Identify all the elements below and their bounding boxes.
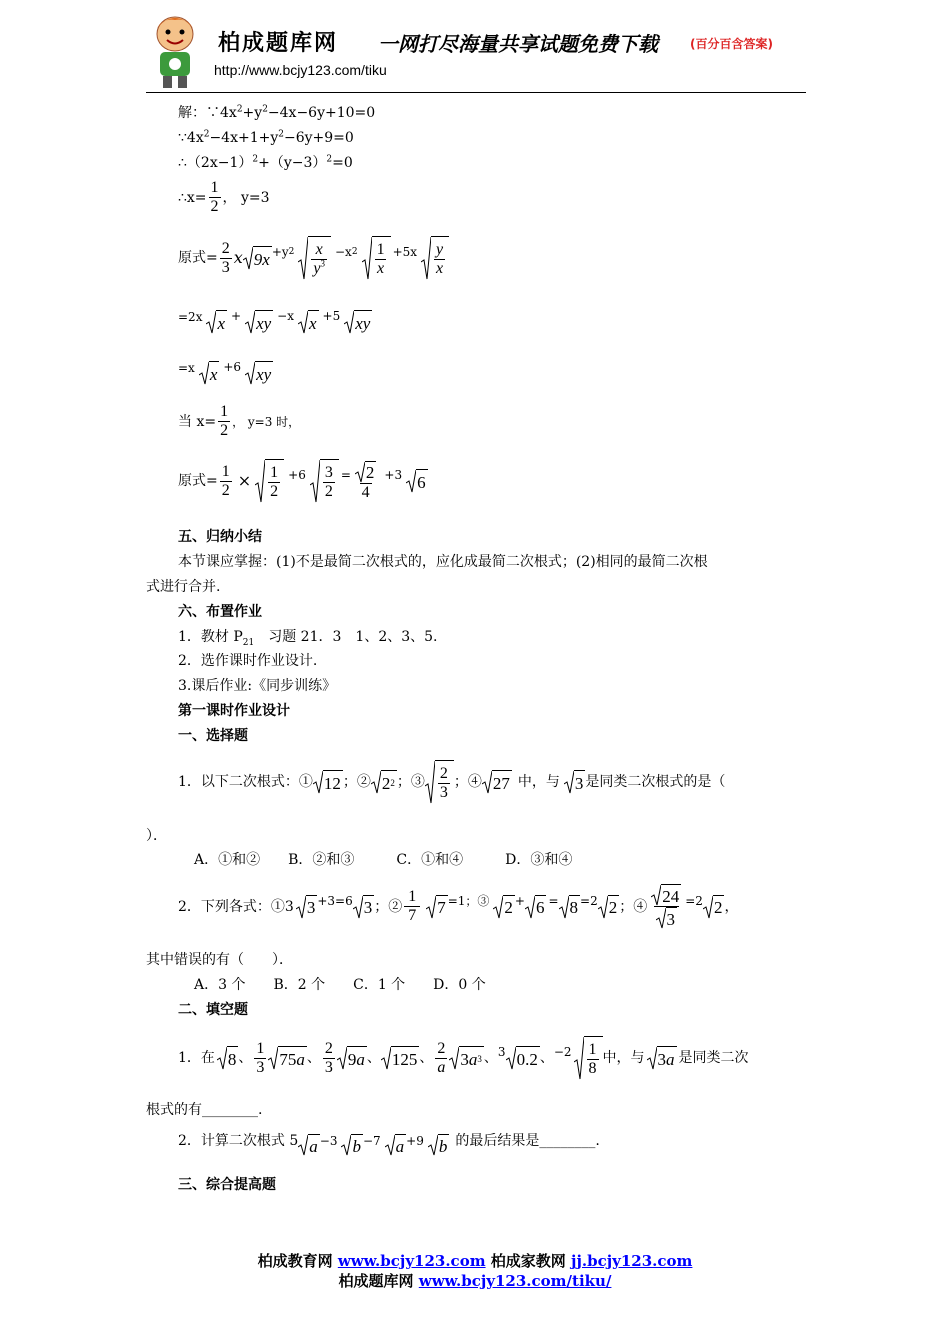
answer-badge: (百分百含答案) xyxy=(690,37,773,51)
footer-link-tutor[interactable]: jj.bcjy123.com xyxy=(571,1252,693,1270)
footer-link-tiku[interactable]: www.bcjy123.com/tiku/ xyxy=(418,1272,612,1290)
solution-line-8: 当 x= $\frac{1}{2}$ ， y=3 时， xyxy=(178,403,301,439)
fill-question-1-line-2: 根式的有________. xyxy=(146,1102,263,1118)
site-title: 柏成题库网 xyxy=(218,31,339,56)
solution-line-7: =x x +6 xy xyxy=(178,360,272,384)
solution-line-6: =2x x + xy −x x +5 xy xyxy=(178,309,371,333)
site-url[interactable]: http://www.bcjy123.com/tiku xyxy=(214,62,387,78)
solution-line-9: 原式= $\frac{1}{2}$ × $\frac{1}{2}$ +6 $\frac{3}{2}$ = $\frac{2}{4}$ +3 6 xyxy=(178,459,428,503)
footer-line-2: 柏成题库网 www.bcjy123.com/tiku/ xyxy=(338,1272,612,1290)
fill-question-2: 2．计算二次根式 5 a −3 b −7 a +9 b 的最后结果是________. xyxy=(178,1133,600,1156)
question-2-line-2: 其中错误的有（ ）． xyxy=(146,952,293,968)
question-2-options: A．3 个 B．2 个 C．1 个 D．0 个 xyxy=(194,977,486,993)
footer-link-edu[interactable]: www.bcjy123.com xyxy=(337,1252,486,1270)
header-divider xyxy=(146,92,806,93)
homework-item-1: 1．教材 $P_{21}$ 习题 21．3 1、2、3、5. xyxy=(178,629,438,648)
homework-item-2: 2．选作课时作业设计. xyxy=(178,653,318,669)
question-1-options: A．①和② B．②和③ C．①和④ D．③和④ xyxy=(194,852,573,868)
homework-item-3: 3.课后作业:《同步训练》 xyxy=(178,678,337,694)
solution-line-4: ∴x= $\frac{1}{2}$ ， y=3 xyxy=(178,179,270,215)
solution-line-3: $\therefore(2x-1)^2+(y-3)^2=0$ xyxy=(178,154,353,171)
fill-question-1: 1．在 8 、 $\frac{1}{3}$ 75 a 、 $\frac{2}{3}$ 9 a 、 125 、 $\frac{2}{a}$ 3 a 3 、 3 0.2 、 −2 $\frac{1}{8}$ 中，与 3 a 是同类二次 xyxy=(178,1036,749,1080)
site-slogan: 一网打尽海量共享试题免费下载 xyxy=(378,32,658,56)
homework-heading: 六、布置作业 xyxy=(178,604,262,620)
question-2: 2．下列各式：①3 3 +3=6 3 ；② $\frac{1}{7}$ 7 =1；③ 2 + 6 = 8 =2 2 ；④ $\frac{24}{3}$ =2 2 ， xyxy=(178,884,738,929)
section-choice-heading: 一、选择题 xyxy=(178,728,248,744)
solution-line-5: 原式= $\frac{2}{3}$ x 9x +y 2 $\frac{x}{y^3}$ −x 2 $\frac{1}{x}$ +5x $\frac{y}{x}$ xyxy=(178,236,449,280)
section-advanced-heading: 三、综合提高题 xyxy=(178,1177,276,1193)
section-fill-heading: 二、填空题 xyxy=(178,1002,248,1018)
question-1: 1．以下二次根式：① 12 ；② 2 2 ；③ $\frac{2}{3}$ ；④ 27 中，与 3 是同类二次根式的是（ xyxy=(178,760,725,804)
design-heading: 第一课时作业设计 xyxy=(178,703,290,719)
solution-line-2: $\because 4x^2-4x+1+y^2-6y+9=0$ xyxy=(178,129,354,146)
question-1-close: ）． xyxy=(146,828,167,844)
summary-heading: 五、归纳小结 xyxy=(178,529,262,545)
summary-line-2: 式进行合并. xyxy=(146,579,221,595)
summary-line-1: 本节课应掌握：(1)不是最简二次根式的，应化成最简二次根式；(2)相同的最简二次根 xyxy=(178,554,708,570)
solution-line-1: 解：$\because 4x^2+y^2-4x-6y+10=0$ xyxy=(178,104,376,121)
fraction-half: $\frac{1}{2}$ xyxy=(210,179,219,215)
mascot-logo xyxy=(146,12,204,90)
footer-line-1: 柏成教育网 www.bcjy123.com 柏成家教网 jj.bcjy123.com xyxy=(257,1252,693,1270)
